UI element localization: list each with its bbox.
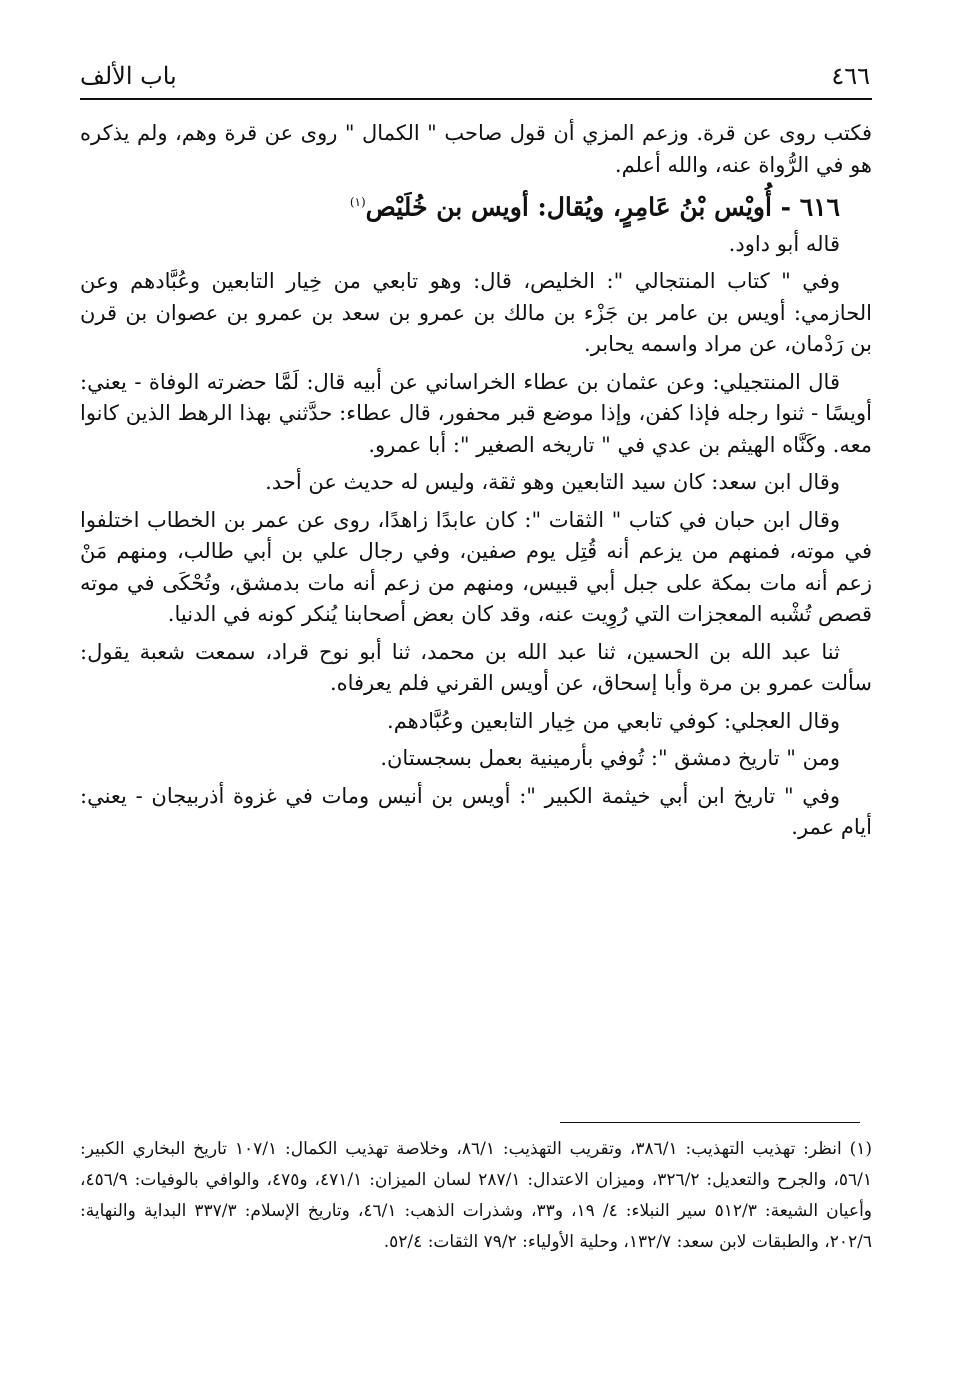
paragraph: وقال ابن حبان في كتاب " الثقات ": كان عابدًا زاهدًا، روى عن عمر بن الخطاب اختلفوا في موته، فمنهم من يزعم أنه قُتِل يوم صفين، وفي رجال علي بن أبي طالب، ومنهم مَنْ زعم أنه مات بمكة على جبل أبي قبيس، ومنهم من زعم أنه مات بدمشق، وتُحْكَى في موته قصص تُشْبه المعجزات التي رُوِيت عنه، وقد كان بعض أصحابنا يُنكر كونه في الدنيا. xyxy=(80,507,872,627)
page-number: ٤٦٦ xyxy=(831,62,870,90)
paragraph: قال المنتجيلي: وعن عثمان بن عطاء الخراساني عن أبيه قال: لَمَّا حضرته الوفاة - يعني: أويسًا - ثنوا رجله فإذا كفن، وإذا موضع قبر محفور، قال عطاء: حدَّثني بهذا الرهط الذين كانوا معه. وكَنَّاه الهيثم بن عدي في " تاريخه الصغير ": أبا عمرو. xyxy=(80,369,872,457)
running-header xyxy=(80,58,870,98)
footnote-text: (١) انظر: تهذيب التهذيب: ٣٨٦/١، وتقريب التهذيب: ٨٦/١، وخلاصة تهذيب الكمال: ١٠٧/١ تاريخ البخاري الكبير: ٥٦/١، والجرح والتعديل: ٣٢٦/٢، وميزان الاعتدال: ٢٨٧/١ لسان الميزان: ٤٧١/١، و٤٧٥، والوافي بالوفيات: ٤٥٦/٩، وأعيان الشيعة: ٥١٢/٣ سير النبلاء: ٤/ ١٩، و٣٣، وشذرات الذهب: ٤٦/١، وتاريخ الإسلام: ٣٣٧/٣ البداية والنهاية: ٢٠٢/٦، والطبقات لابن سعد: ١٣٢/٧، وحلية الأولياء: ٧٩/٢ الثقات: ٥٢/٤. xyxy=(80,1139,873,1252)
paragraph: قاله أبو داود. xyxy=(728,231,840,256)
paragraph: وقال العجلي: كوفي تابعي من خِيار التابعين وعُبَّادهم. xyxy=(387,708,840,733)
paragraph: ثنا عبد الله بن الحسين، ثنا عبد الله بن محمد، ثنا أبو نوح قراد، سمعت شعبة يقول: سألت عمرو بن مرة وأبا إسحاق، عن أويس القرني فلم يعرفاه. xyxy=(80,639,872,696)
footnote-reference: (١) xyxy=(349,195,366,209)
chapter-title: باب الألف xyxy=(80,62,177,90)
paragraph: ومن " تاريخ دمشق ": تُوفي بأرمينية بعمل بسجستان. xyxy=(380,746,840,771)
header-divider xyxy=(80,98,872,100)
paragraph: وفي " كتاب المنتجالي ": الخليص، قال: وهو تابعي من خِيار التابعين وعُبَّادهم وعن الحازمي: أويس بن عامر بن جَزْء بن مالك بن عمرو بن سعد بن عمرو بن عصوان بن قرن بن رَدْمان، عن مراد واسمه يحابر. xyxy=(80,269,872,357)
entry-heading xyxy=(80,187,872,223)
footnote-divider xyxy=(560,1122,860,1123)
footnote xyxy=(80,1134,872,1258)
paragraph: وقال ابن سعد: كان سيد التابعين وهو ثقة، وليس له حديث عن أحد. xyxy=(265,470,840,495)
paragraph: فكتب روى عن قرة. وزعم المزي أن قول صاحب " الكمال " روى عن قرة وهم، ولم يذكره هو في الرُّواة عنه، والله أعلم. xyxy=(80,121,872,177)
paragraph: وفي " تاريخ ابن أبي خيثمة الكبير ": أويس بن أنيس ومات في غزوة أذربيجان - يعني: أيام عمر. xyxy=(80,783,872,840)
main-text xyxy=(80,118,872,850)
entry-heading-text: ٦١٦ - أُويْس بْنُ عَامِرٍ، ويُقال: أويس بن خُلَيْص xyxy=(365,192,840,222)
